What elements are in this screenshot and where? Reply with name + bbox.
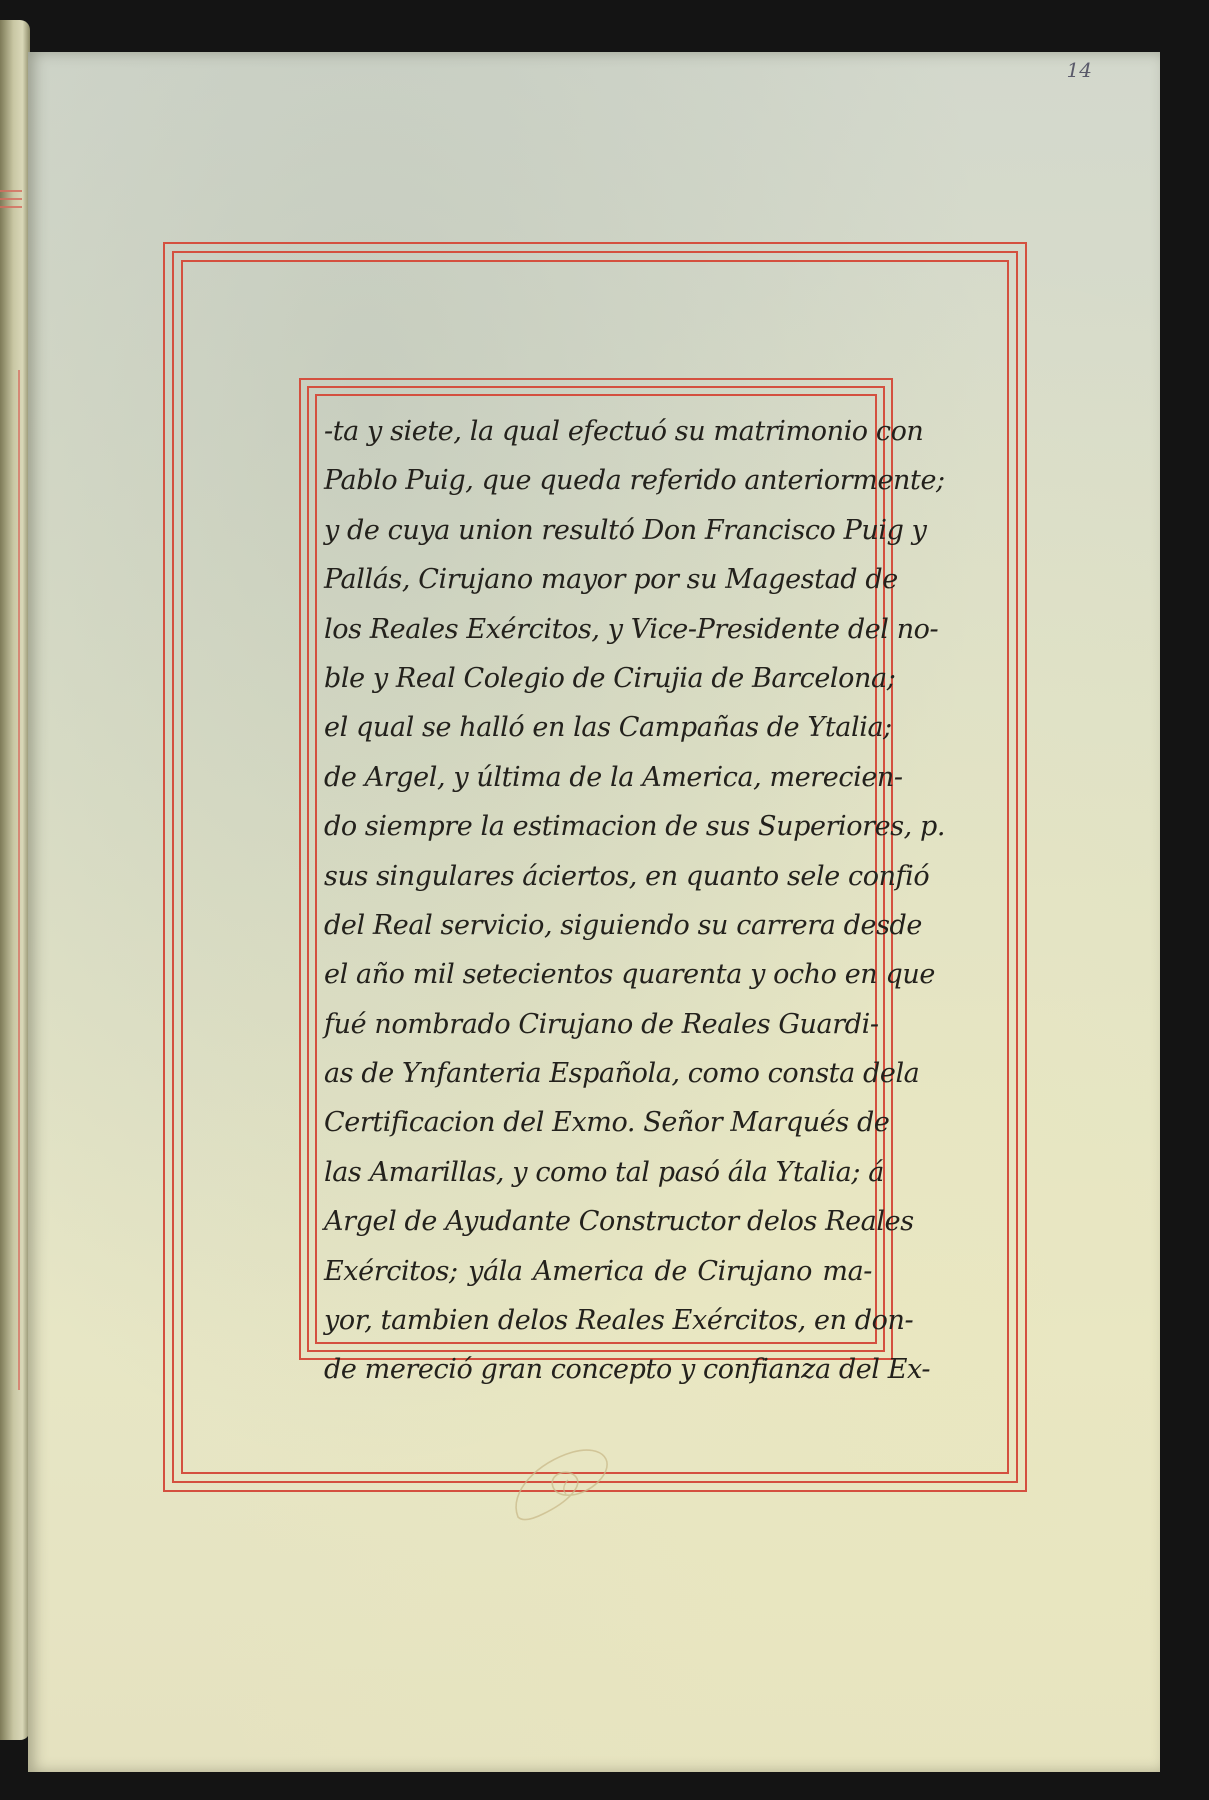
text-line: yor, tambien delos Reales Exércitos, en don- xyxy=(324,1305,914,1337)
text-line: Argel de Ayudante Constructor delos Reales xyxy=(324,1206,914,1238)
text-line: ble y Real Colegio de Cirujia de Barcelona; xyxy=(324,662,896,694)
leaf-rule xyxy=(0,190,22,192)
pencil-flourish-mark xyxy=(498,1422,638,1542)
manuscript-page xyxy=(28,52,1160,1772)
text-line: fué nombrado Cirujano de Reales Guardi- xyxy=(324,1008,879,1040)
text-line: los Reales Exércitos, y Vice-Presidente del no- xyxy=(324,613,939,645)
text-line: de Argel, y última de la America, merecien- xyxy=(324,761,903,793)
text-line: -ta y siete, la qual efectuó su matrimonio con xyxy=(324,416,924,447)
text-line: Exércitos; yála America de Cirujano ma- xyxy=(324,1255,872,1287)
leaf-rule xyxy=(0,198,22,200)
previous-leaf-edge xyxy=(0,20,30,1740)
text-line: sus singulares áciertos, en quanto sele confió xyxy=(324,860,930,892)
text-line: Pallás, Cirujano mayor por su Magestad de xyxy=(324,564,898,596)
text-line: y de cuya union resultó Don Francisco Puig y xyxy=(324,514,927,546)
text-line: las Amarillas, y como tal pasó ála Ytalia; á xyxy=(324,1156,884,1188)
text-line: Pablo Puig, que queda referido anteriormente; xyxy=(324,465,945,497)
leaf-vertical-rule xyxy=(18,370,20,1390)
text-line: do siempre la estimacion de sus Superiores, p. xyxy=(324,811,946,843)
text-line: del Real servicio, siguiendo su carrera desde xyxy=(324,909,923,941)
text-line: de mereció gran concepto y confianza del Ex- xyxy=(324,1354,931,1386)
text-line: el año mil setecientos quarenta y ocho en que xyxy=(324,959,935,991)
text-line: el qual se halló en las Campañas de Ytalia; xyxy=(324,712,892,744)
text-line: Certificacion del Exmo. Señor Marqués de xyxy=(324,1107,890,1139)
text-block xyxy=(324,401,946,1386)
folio-number: 14 xyxy=(1066,58,1092,82)
text-line: as de Ynfanteria Española, como consta dela xyxy=(324,1058,920,1090)
leaf-rule xyxy=(0,206,22,208)
